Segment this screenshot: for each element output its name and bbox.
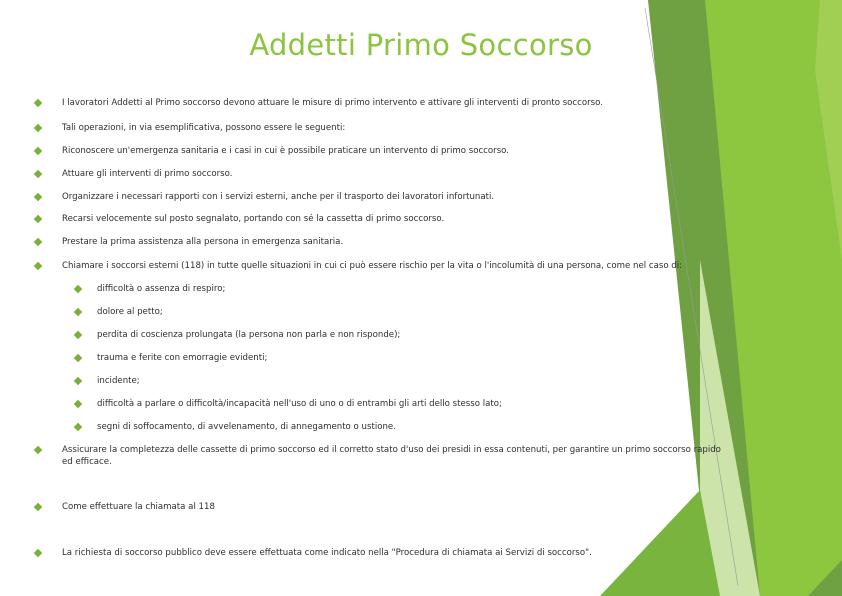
sub-bullet-item bbox=[97, 307, 163, 319]
bullet-item bbox=[62, 98, 603, 110]
bullet-text: Come effettuare la chiamata al 118 bbox=[62, 502, 215, 512]
sub-bullet-text: perdita di coscienza prolungata (la persona non parla e non risponde); bbox=[97, 330, 401, 340]
bullet-text: Prestare la prima assistenza alla persona in emergenza sanitaria. bbox=[62, 237, 344, 247]
bullet-item bbox=[62, 123, 345, 135]
bullet-item bbox=[62, 169, 232, 181]
sub-bullet-item bbox=[97, 353, 267, 365]
sub-bullet-item bbox=[97, 330, 400, 342]
bullet-text: Riconoscere un'emergenza sanitaria e i casi in cui è possibile praticare un intervento di primo soccorso. bbox=[62, 146, 510, 156]
sub-bullet-item bbox=[97, 376, 140, 388]
bullet-item bbox=[62, 502, 215, 514]
sub-bullet-text: segni di soffocamento, di avvelenamento, di annegamento o ustione. bbox=[97, 422, 396, 432]
bullet-item bbox=[62, 548, 592, 560]
bullet-item bbox=[62, 214, 444, 226]
bullet-text: Assicurare la completezza delle cassette di primo soccorso ed il corretto stato d'uso dei presidi in essa contenuti, per garantire un primo soccorso rapido ed efficace. bbox=[62, 445, 721, 467]
bullet-item bbox=[62, 192, 494, 204]
bullet-text: La richiesta di soccorso pubblico deve essere effettuata come indicato nella "Procedura di chiamata ai Servizi di soccorso". bbox=[62, 548, 592, 558]
bullet-item bbox=[62, 146, 509, 158]
bullet-text: Recarsi velocemente sul posto segnalato, portando con sé la cassetta di primo soccorso. bbox=[62, 214, 445, 224]
bullet-item bbox=[62, 261, 682, 273]
sub-bullet-text: dolore al petto; bbox=[97, 307, 163, 317]
ribbon-bottom-fold bbox=[600, 490, 720, 596]
sub-bullet-text: difficoltà a parlare o difficoltà/incapacità nell'uso di uno o di entrambi gli arti dello stesso lato; bbox=[97, 399, 502, 409]
sub-bullet-text: incidente; bbox=[97, 376, 140, 386]
sub-bullet-text: difficoltà o assenza di respiro; bbox=[97, 284, 226, 294]
bullet-item bbox=[62, 445, 727, 468]
bullet-text: Organizzare i necessari rapporti con i servizi esterni, anche per il trasporto dei lavoratori infortunati. bbox=[62, 192, 495, 202]
bullet-text: Tali operazioni, in via esemplificativa, possono essere le seguenti: bbox=[62, 123, 346, 133]
slide-title: Addetti Primo Soccorso bbox=[249, 28, 593, 62]
sub-bullet-item bbox=[97, 422, 396, 434]
sub-bullet-item bbox=[97, 284, 225, 296]
bullet-item bbox=[62, 237, 343, 249]
bullet-text: Chiamare i soccorsi esterni (118) in tutte quelle situazioni in cui ci può essere rischio per la vita o l'incolumità di una persona, come nel caso di: bbox=[62, 261, 683, 271]
bullet-text: I lavoratori Addetti al Primo soccorso devono attuare le misure di primo intervento e attivare gli interventi di pronto soccorso. bbox=[62, 98, 603, 108]
bullet-text: Attuare gli interventi di primo soccorso. bbox=[62, 169, 233, 179]
sub-bullet-text: trauma e ferite con emorragie evidenti; bbox=[97, 353, 268, 363]
sub-bullet-item bbox=[97, 399, 502, 411]
